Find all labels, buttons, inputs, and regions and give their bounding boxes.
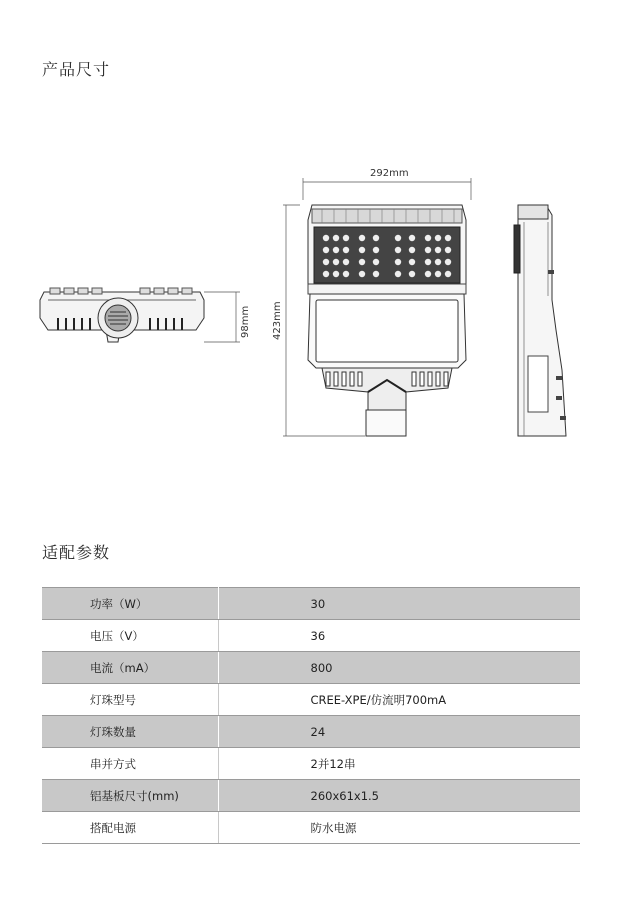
depth-dimension-label: 98mm (240, 305, 251, 338)
top-view-drawing (283, 178, 471, 436)
param-label: 电流（mA） (42, 652, 218, 684)
param-label: 灯珠型号 (42, 684, 218, 716)
param-value: CREE-XPE/仿流明700mA (218, 684, 580, 716)
param-value: 24 (218, 716, 580, 748)
product-dimension-drawing (0, 150, 623, 450)
table-row (42, 620, 580, 652)
param-value: 防水电源 (218, 812, 580, 844)
param-value: 260x61x1.5 (218, 780, 580, 812)
param-value: 36 (218, 620, 580, 652)
end-view-drawing (40, 288, 240, 342)
param-value: 2并12串 (218, 748, 580, 780)
param-label: 电压（V） (42, 620, 218, 652)
table-row (42, 652, 580, 684)
table-row (42, 716, 580, 748)
param-value: 30 (218, 588, 580, 620)
param-label: 搭配电源 (42, 812, 218, 844)
param-label: 灯珠数量 (42, 716, 218, 748)
param-label: 串并方式 (42, 748, 218, 780)
table-row (42, 748, 580, 780)
side-view-drawing (514, 205, 566, 436)
table-row (42, 684, 580, 716)
table-row (42, 780, 580, 812)
product-size-title: 产品尺寸 (42, 60, 111, 79)
height-dimension-label: 423mm (272, 301, 283, 340)
param-label: 功率（W） (42, 588, 218, 620)
params-table (42, 587, 580, 844)
params-title: 适配参数 (42, 543, 111, 562)
param-value: 800 (218, 652, 580, 684)
table-row (42, 588, 580, 620)
param-label: 铝基板尺寸(mm) (42, 780, 218, 812)
width-dimension-label: 292mm (370, 168, 409, 179)
table-row (42, 812, 580, 844)
